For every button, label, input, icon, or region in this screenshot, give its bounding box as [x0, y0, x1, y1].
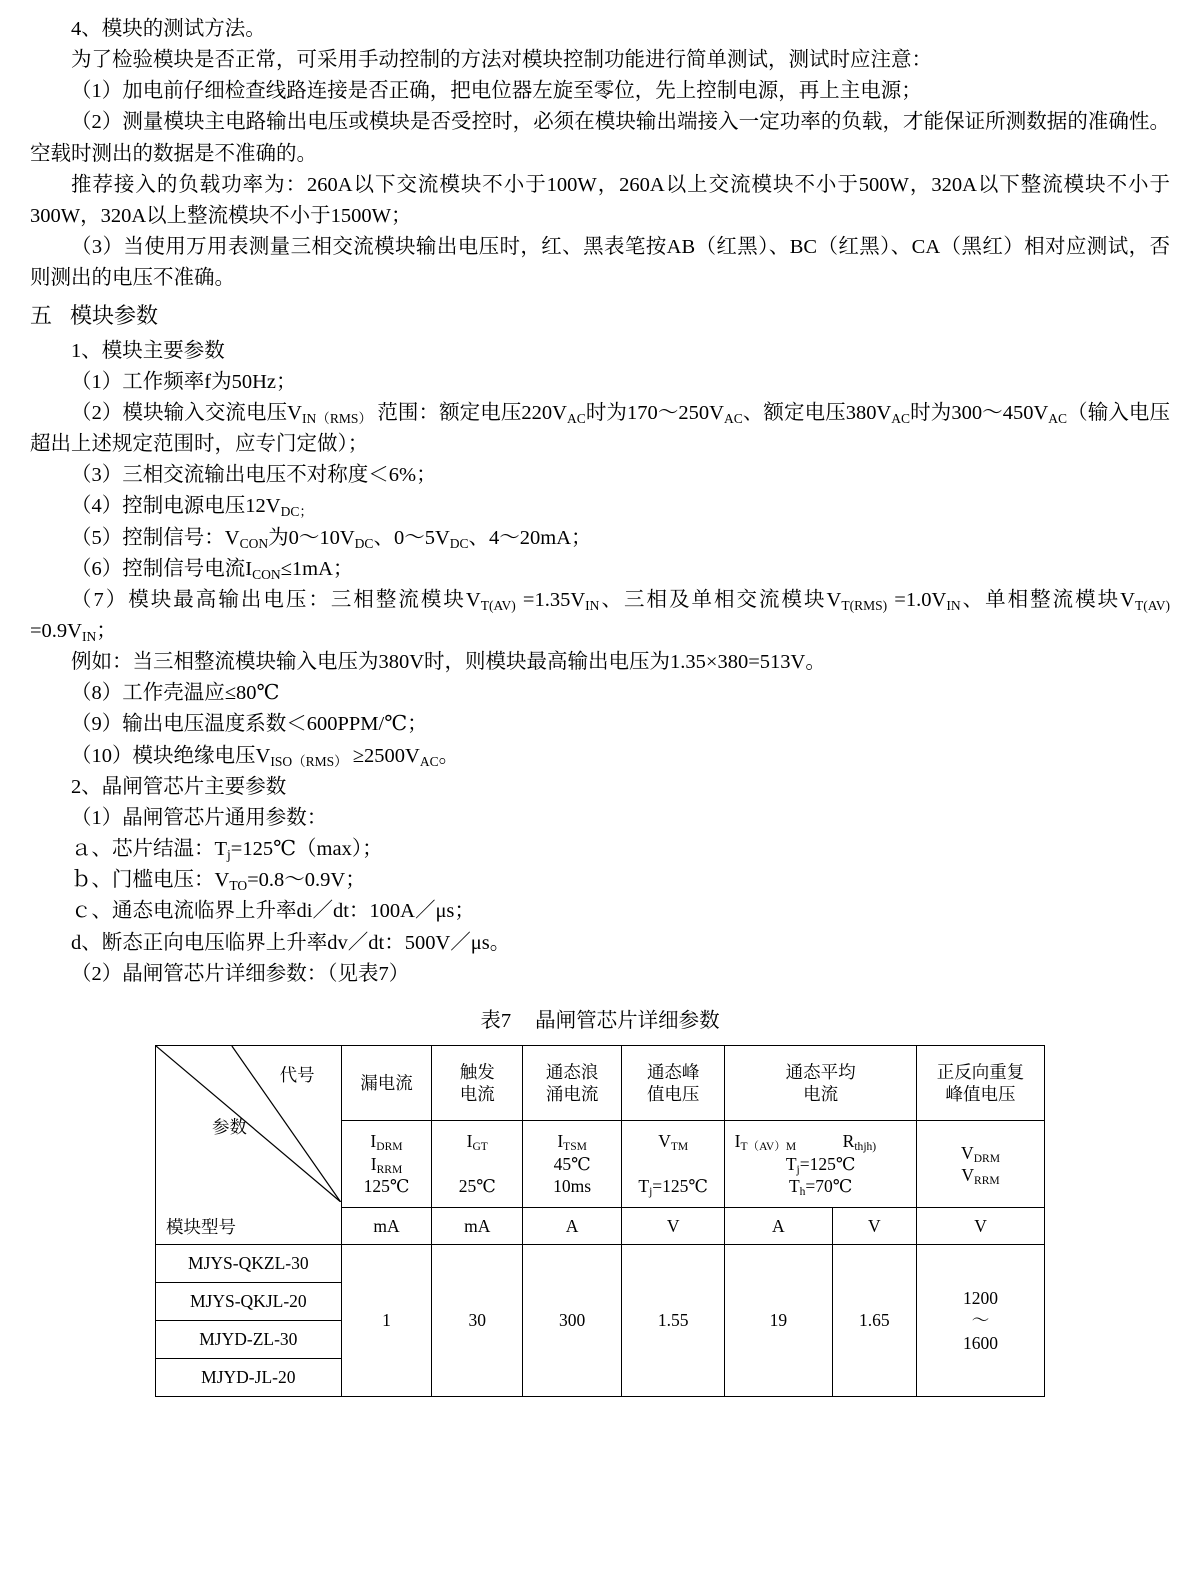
param-7-sub-3: T(RMS)	[841, 597, 888, 613]
unit-vdrm: V	[917, 1208, 1045, 1245]
param-7-text-f: =0.9V	[30, 620, 82, 642]
model-name: MJYD-JL-20	[156, 1359, 342, 1397]
table-caption	[30, 1006, 1170, 1037]
unit-surge: A	[523, 1208, 622, 1245]
header-surge-current: 通态浪 涌电流	[523, 1046, 622, 1121]
thyristor-general-title: （1）晶闸管芯片通用参数：	[71, 806, 328, 829]
param-10-text-c: 。	[438, 744, 460, 767]
item-b-sub: TO	[229, 878, 248, 894]
param-item-3: （3）三相交流输出电压不对称度＜6%；	[71, 464, 437, 487]
param-10-sub: ISO（RMS）	[270, 753, 348, 769]
value-itav: 19	[725, 1245, 832, 1397]
paragraph-example: 例如：当三相整流模块输入电压为380V时，则模块最高输出电压为1.35×380=513V。	[71, 651, 826, 674]
param-item-4	[30, 491, 1170, 522]
section-5-title: 模块参数	[70, 303, 159, 329]
param-2-text-f: （输入电压超出上述规定范围时，应专门定做）；	[30, 401, 1170, 456]
param-2-sub-4: AC	[891, 410, 911, 426]
param-7-sub-5: T(AV)	[1134, 597, 1171, 613]
value-gate: 30	[432, 1245, 523, 1397]
model-name: MJYD-ZL-30	[156, 1321, 342, 1359]
paragraph-load-power: 推荐接入的负载功率为：260A以下交流模块不小于100W，260A以上交流模块不小于500W，320A以下整流模块不小于300W，320A以上整流模块不小于1500W；	[30, 173, 1170, 227]
unit-itav: A	[725, 1208, 832, 1245]
param-4-text: （4）控制电源电压12V	[71, 495, 281, 518]
param-5-text-c: 、0～5V	[373, 526, 450, 549]
param-5-sub-2: DC	[354, 535, 374, 551]
section-4-title: 4、模块的测试方法。	[71, 18, 266, 40]
table-header-row-names	[156, 1046, 1045, 1121]
param-2-sub-2: AC	[566, 410, 586, 426]
thyristor-item-a	[30, 834, 1170, 865]
param-5-text-a: （5）控制信号：V	[71, 526, 240, 549]
unit-gate: mA	[432, 1208, 523, 1245]
thyristor-params-table	[155, 1045, 1045, 1397]
param-item-1: （1）工作频率f为50Hz；	[71, 370, 297, 393]
vdrm-top: 1200	[963, 1287, 999, 1308]
symbol-vdrm: $V_{DRM}$ $V_{RRM}$	[917, 1121, 1045, 1208]
header-repetitive-peak-voltage: 正反向重复 峰值电压	[917, 1046, 1045, 1121]
item-a-text-b: =125℃（max）；	[230, 838, 383, 861]
param-7-text-e: 、单相整流模块V	[960, 588, 1135, 611]
param-item-9: （9）输出电压温度系数＜600PPM/℃；	[71, 713, 428, 736]
header-on-state-voltage: 通态峰 值电压	[622, 1046, 725, 1121]
unit-rth: V	[832, 1208, 917, 1245]
table-caption-number: 表7	[480, 1009, 512, 1032]
thyristor-detail-title: （2）晶闸管芯片详细参数：（见表7）	[71, 962, 410, 985]
param-7-text-c: 、三相及单相交流模块V	[599, 588, 842, 611]
param-item-6	[30, 554, 1170, 585]
symbol-vtm: $V_{TM}$ $T_j=125℃$	[622, 1121, 725, 1208]
subsection-2-title: 2、晶闸管芯片主要参数	[71, 775, 287, 798]
param-item-8: （8）工作壳温应≤80℃	[71, 682, 280, 705]
symbol-leakage: $I_{DRM}$ $I_{RRM}$ 125℃	[341, 1121, 432, 1208]
param-5-text-d: 、4～20mA；	[468, 526, 592, 549]
param-5-sub-3: DC	[449, 535, 469, 551]
param-7-text-a: （7）模块最高输出电压：三相整流模块V	[71, 588, 481, 611]
param-item-7	[30, 585, 1170, 647]
param-6-text-b: ≤1mA；	[280, 557, 354, 580]
param-10-text-b: ≥2500V	[347, 744, 420, 767]
corner-param-label: 参数	[212, 1117, 247, 1138]
value-vdrm-range	[917, 1245, 1045, 1397]
symbol-itav-rth: $I_{T(AV)M}$ $R_{thjh)}$ $T_j=125℃$ $T_h=70℃$	[725, 1121, 917, 1208]
test-item-1: （1）加电前仔细检查线路连接是否正确，把电位器左旋至零位，先上控制电源，再上主电源；	[71, 80, 922, 103]
value-surge: 300	[523, 1245, 622, 1397]
param-7-text-d: =1.0V	[887, 588, 947, 611]
param-7-sub-1: T(AV)	[480, 597, 516, 613]
item-a-text-a: ａ、芯片结温：T	[71, 838, 228, 861]
section-5-heading	[30, 298, 1170, 333]
param-6-text-a: （6）控制信号电流I	[71, 557, 253, 580]
param-7-text-b: =1.35V	[515, 588, 586, 611]
symbol-gate: $I_{GT}$ 25℃	[432, 1121, 523, 1208]
thyristor-item-d: d、断态正向电压临界上升率dv／dt：500V／μs。	[71, 931, 511, 954]
model-name: MJYS-QKJL-20	[156, 1283, 342, 1321]
param-10-sub-2: AC	[419, 753, 439, 769]
value-leakage: 1	[341, 1245, 432, 1397]
test-item-3: （3）当使用万用表测量三相交流模块输出电压时，红、黑表笔按AB（红黑）、BC（红黑）、CA（黑红）相对应测试，否则测出的电压不准确。	[30, 236, 1170, 290]
header-avg-current-thermal: 通态平均 电流	[725, 1046, 917, 1121]
item-b-text-b: =0.8～0.9V；	[247, 869, 366, 892]
table-row	[156, 1245, 1045, 1283]
param-2-text-c: 时为170～250V	[585, 401, 724, 424]
symbol-surge: $I_{TSM}$ 45℃ 10ms	[523, 1121, 622, 1208]
thyristor-item-c: ｃ、通态电流临界上升率di／dt：100A／μs；	[71, 900, 475, 923]
vdrm-bottom: 1600	[963, 1332, 999, 1353]
param-7-text-g: ；	[96, 620, 117, 642]
param-item-2	[30, 398, 1170, 460]
subsection-1-title: 1、模块主要参数	[71, 339, 225, 362]
param-2-text-b: 范围：额定电压220V	[372, 401, 567, 424]
param-4-sub: DC；	[280, 504, 313, 520]
item-b-text-a: ｂ、门槛电压：V	[71, 869, 230, 892]
param-7-sub-4: IN	[946, 597, 961, 613]
model-name: MJYS-QKZL-30	[156, 1245, 342, 1283]
header-leakage-current: 漏电流	[341, 1046, 432, 1121]
thyristor-item-b	[30, 865, 1170, 896]
param-item-10	[30, 741, 1170, 772]
unit-leakage: mA	[341, 1208, 432, 1245]
unit-vtm: V	[622, 1208, 725, 1245]
param-2-sub-3: AC	[723, 410, 743, 426]
corner-model-label: 模块型号	[166, 1216, 236, 1237]
table-caption-text: 晶闸管芯片详细参数	[535, 1009, 720, 1032]
param-2-text-d: 、额定电压380V	[742, 401, 892, 424]
paragraph-intro: 为了检验模块是否正常，可采用手动控制的方法对模块控制功能进行简单测试，测试时应注意：	[71, 49, 932, 72]
param-5-sub-1: CON	[239, 535, 269, 551]
param-10-text-a: （10）模块绝缘电压V	[71, 744, 271, 767]
param-6-sub: CON	[252, 566, 281, 582]
vdrm-tilde: ～	[971, 1310, 990, 1331]
value-rth: 1.65	[832, 1245, 917, 1397]
param-2-text-e: 时为300～450V	[910, 401, 1049, 424]
item-a-sub: j	[227, 846, 231, 862]
param-7-sub-6: IN	[82, 628, 97, 644]
corner-code-label: 代号	[279, 1065, 315, 1086]
param-item-5	[30, 523, 1170, 554]
header-gate-current: 触发 电流	[432, 1046, 523, 1121]
param-2-sub-5: AC	[1048, 410, 1068, 426]
table-corner-cell	[156, 1046, 342, 1245]
param-7-sub-2: IN	[585, 597, 600, 613]
param-5-text-b: 为0～10V	[268, 526, 355, 549]
param-2-sub-1: IN（RMS）	[301, 410, 373, 426]
param-2-text-a: （2）模块输入交流电压V	[71, 401, 302, 424]
value-vtm: 1.55	[622, 1245, 725, 1397]
test-item-2: （2）测量模块主电路输出电压或模块是否受控时，必须在模块输出端接入一定功率的负载，才能保证所测数据的准确性。空载时测出的数据是不准确的。	[30, 111, 1170, 165]
section-5-number: 五	[30, 303, 53, 329]
